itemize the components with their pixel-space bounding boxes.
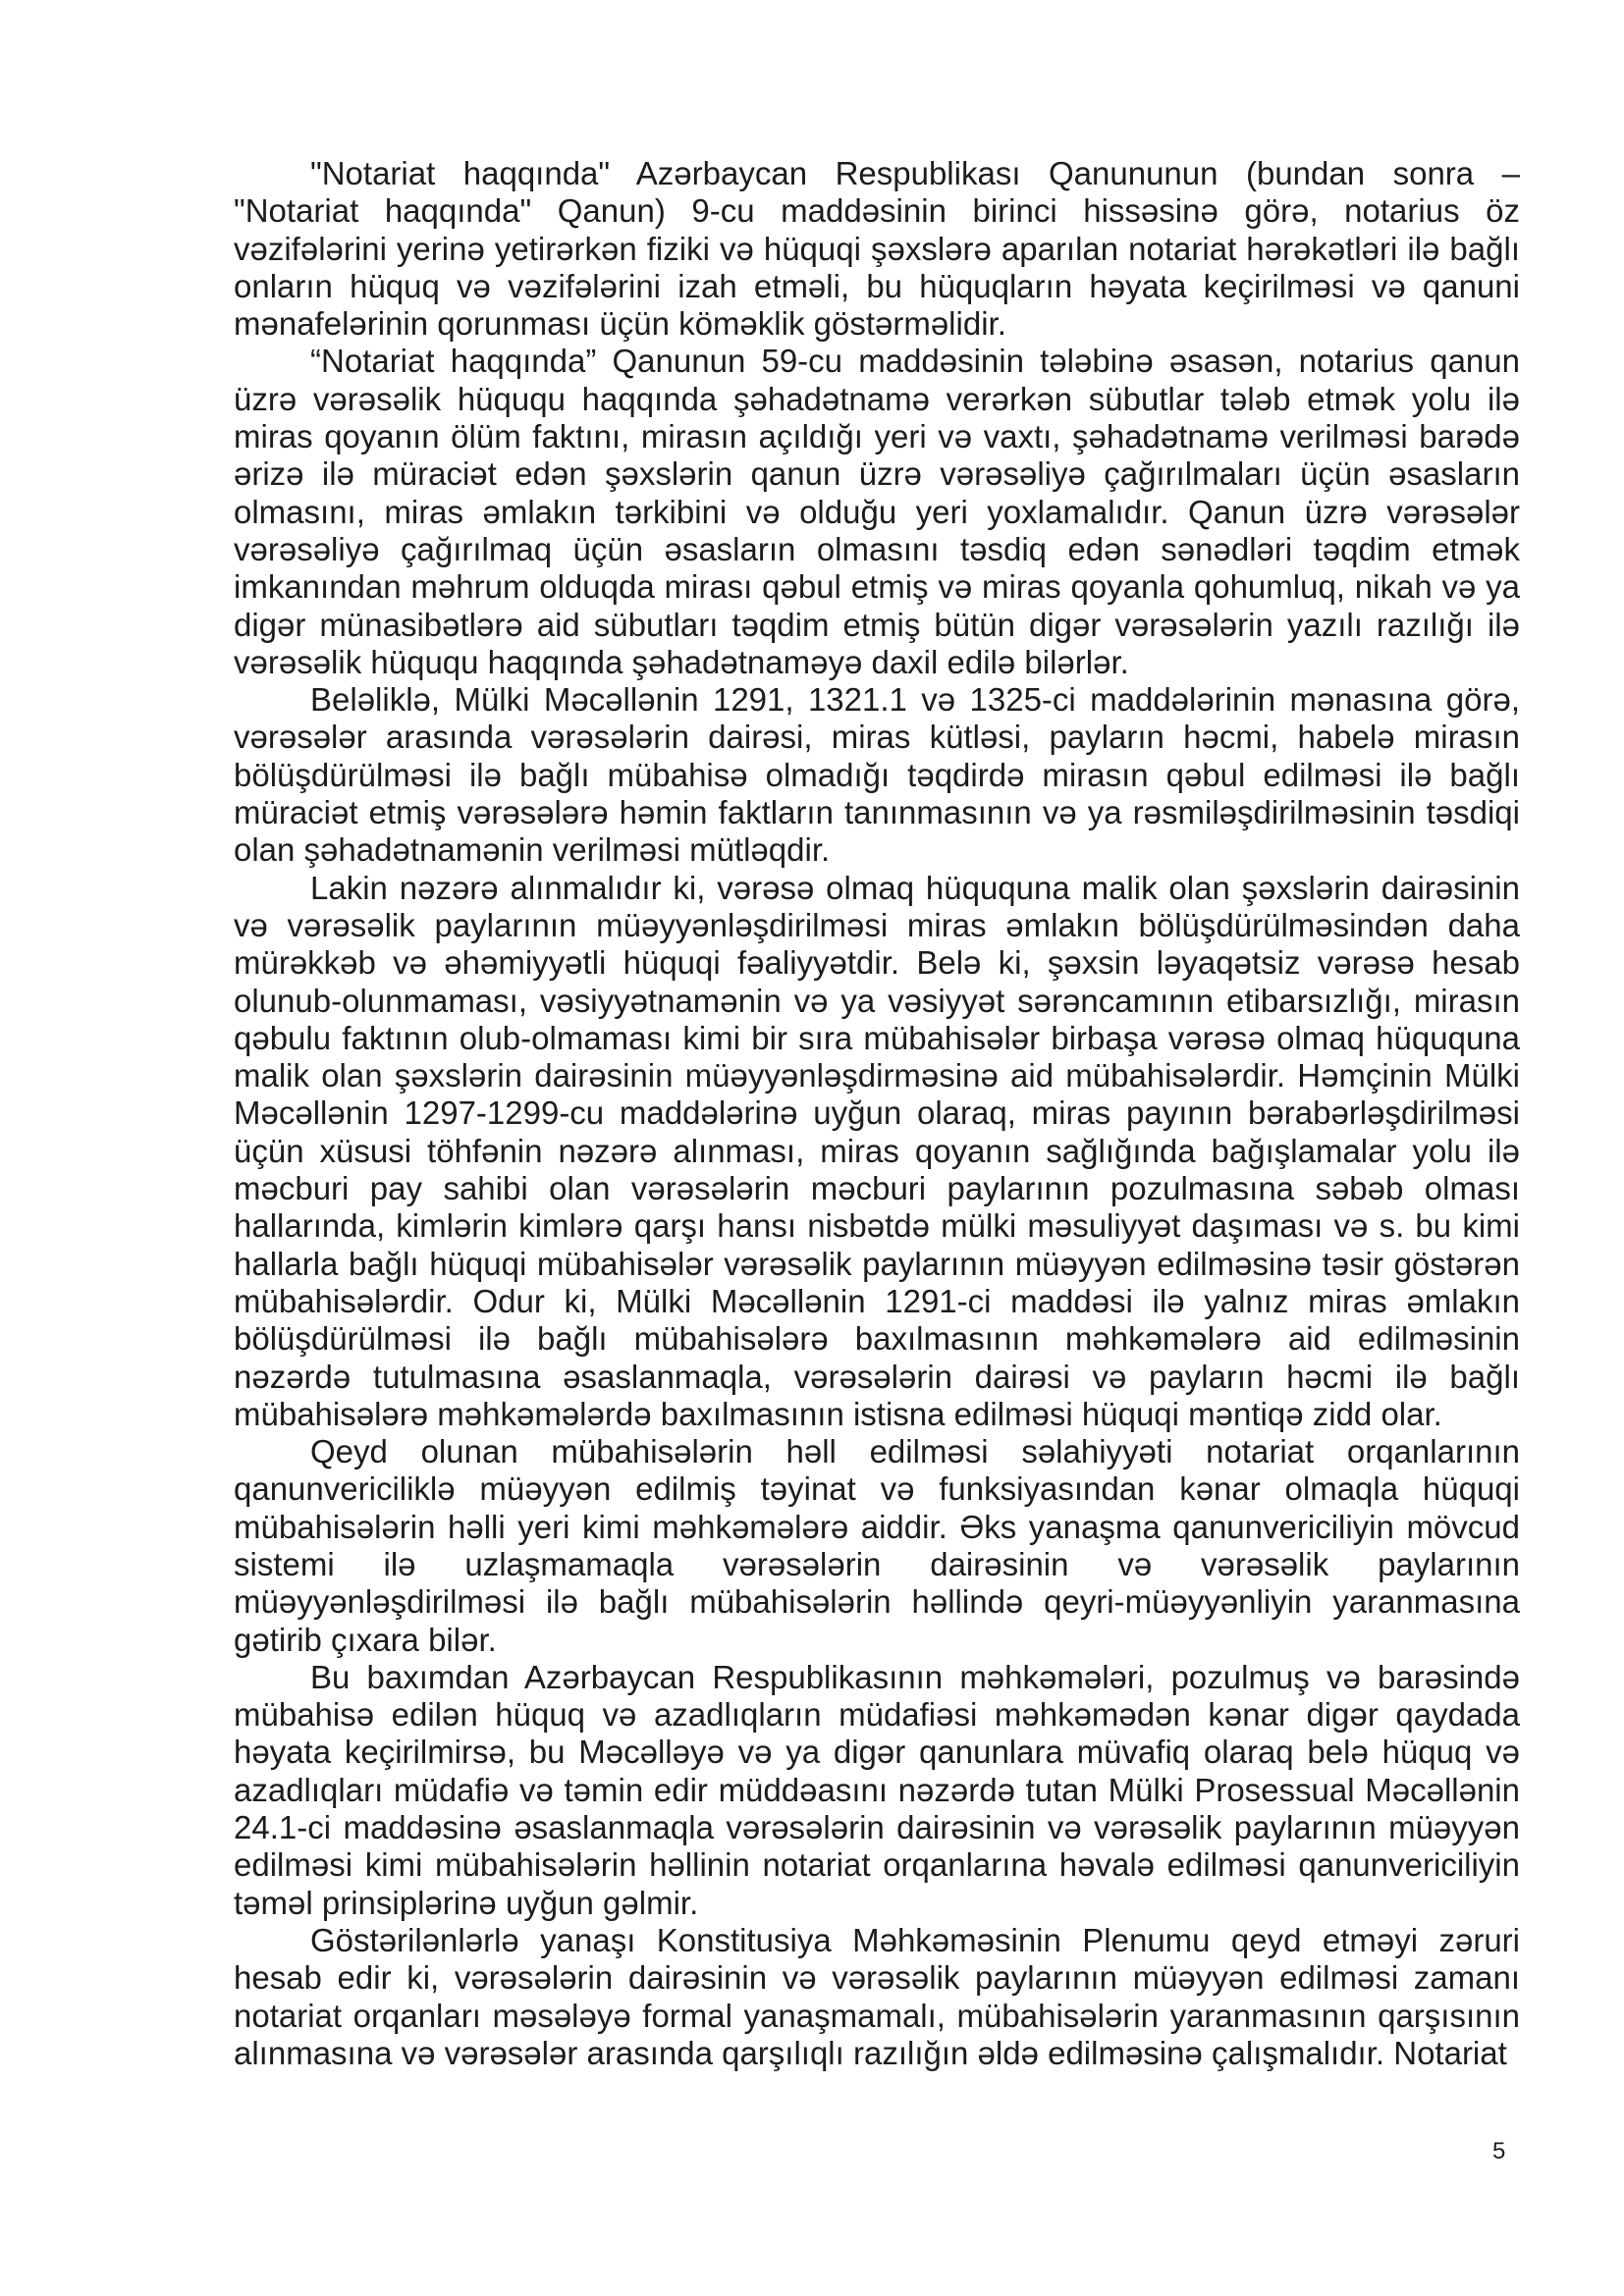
paragraph-5: Qeyd olunan mübahisələrin həll edilməsi səlahiyyəti notariat orqanlarının qanunvericiliklə müəyyən edilmiş təyinat və funksiyasından kənar olmaqla hüquqi mübahisələrin həlli yeri kimi məhkəmələrə aiddir. Əks yanaşma qanunvericiliyin mövcud sistemi ilə uzlaşmamaqla vərəsələrin dairəsinin və vərəsəlik paylarının müəyyənləşdirilməsi ilə bağlı mübahisələrin həllində qeyri-müəyyənliyin yaranmasına gətirib çıxara bilər.	[234, 1433, 1520, 1658]
document-body	[234, 155, 1520, 2072]
paragraph-2: “Notariat haqqında” Qanunun 59-cu maddəsinin tələbinə əsasən, notarius qanun üzrə vərəsəlik hüququ haqqında şəhadətnamə verərkən sübutlar tələb etmək yolu ilə miras qoyanın ölüm faktını, mirasın açıldığı yeri və vaxtı, şəhadətnamə verilməsi barədə ərizə ilə müraciət edən şəxslərin qanun üzrə vərəsəliyə çağırılmaları üçün əsasların olmasını, miras əmlakın tərkibini və olduğu yeri yoxlamalıdır. Qanun üzrə vərəsələr vərəsəliyə çağırılmaq üçün əsasların olmasını təsdiq edən sənədləri təqdim etmək imkanından məhrum olduqda mirası qəbul etmiş və miras qoyanla qohumluq, nikah və ya digər münasibətlərə aid sübutları təqdim etmiş bütün digər vərəsələrin yazılı razılığı ilə vərəsəlik hüququ haqqında şəhadətnaməyə daxil edilə bilərlər.	[234, 343, 1520, 680]
paragraph-3: Beləliklə, Mülki Məcəllənin 1291, 1321.1 və 1325-ci maddələrinin mənasına görə, vərəsələr arasında vərəsələrin dairəsi, miras kütləsi, payların həcmi, habelə mirasın bölüşdürülməsi ilə bağlı mübahisə olmadığı təqdirdə mirasın qəbul edilməsi ilə bağlı müraciət etmiş vərəsələrə həmin faktların tanınmasının və ya rəsmiləşdirilməsinin təsdiqi olan şəhadətnamənin verilməsi mütləqdir.	[234, 681, 1520, 869]
paragraph-1: "Notariat haqqında" Azərbaycan Respublikası Qanununun (bundan sonra – "Notariat haqqında" Qanun) 9-cu maddəsinin birinci hissəsinə görə, notarius öz vəzifələrini yerinə yetirərkən fiziki və hüquqi şəxslərə aparılan notariat hərəkətləri ilə bağlı onların hüquq və vəzifələrini izah etməli, bu hüquqların həyata keçirilməsi və qanuni mənafelərinin qorunması üçün köməklik göstərməlidir.	[234, 155, 1520, 343]
page-number: 5	[1492, 2138, 1506, 2164]
paragraph-7: Göstərilənlərlə yanaşı Konstitusiya Məhkəməsinin Plenumu qeyd etməyi zəruri hesab edir ki, vərəsələrin dairəsinin və vərəsəlik paylarının müəyyən edilməsi zamanı notariat orqanları məsələyə formal yanaşmamalı, mübahisələrin yaranmasının qarşısının alınmasına və vərəsələr arasında qarşılıqlı razılığın əldə edilməsinə çalışmalıdır. Notariat	[234, 1921, 1520, 2071]
paragraph-6: Bu baxımdan Azərbaycan Respublikasının məhkəmələri, pozulmuş və barəsində mübahisə edilən hüquq və azadlıqların müdafiəsi məhkəmədən kənar digər qaydada həyata keçirilmirsə, bu Məcəlləyə və ya digər qanunlara müvafiq olaraq belə hüquq və azadlıqları müdafiə və təmin edir müddəasını nəzərdə tutan Mülki Prosessual Məcəllənin 24.1-ci maddəsinə əsaslanmaqla vərəsələrin dairəsinin və vərəsəlik paylarının müəyyən edilməsi kimi mübahisələrin həllinin notariat orqanlarına həvalə edilməsi qanunvericiliyin təməl prinsiplərinə uyğun gəlmir.	[234, 1658, 1520, 1921]
paragraph-4: Lakin nəzərə alınmalıdır ki, vərəsə olmaq hüququna malik olan şəxslərin dairəsinin və vərəsəlik paylarının müəyyənləşdirilməsi miras əmlakın bölüşdürülməsindən daha mürəkkəb və əhəmiyyətli hüquqi fəaliyyətdir. Belə ki, şəxsin ləyaqətsiz vərəsə hesab olunub-olunmaması, vəsiyyətnamənin və ya vəsiyyət sərəncamının etibarsızlığı, mirasın qəbulu faktının olub-olmaması kimi bir sıra mübahisələr birbaşa vərəsə olmaq hüququna malik olan şəxslərin dairəsinin müəyyənləşdirməsinə aid mübahisələrdir. Həmçinin Mülki Məcəllənin 1297-1299-cu maddələrinə uyğun olaraq, miras payının bərabərləşdirilməsi üçün xüsusi töhfənin nəzərə alınması, miras qoyanın sağlığında bağışlamalar yolu ilə məcburi pay sahibi olan vərəsələrin məcburi paylarının pozulmasına səbəb olması hallarında, kimlərin kimlərə qarşı hansı nisbətdə mülki məsuliyyət daşıması və s. bu kimi hallarla bağlı hüquqi mübahisələr vərəsəlik paylarının müəyyən edilməsinə təsir göstərən mübahisələrdir. Odur ki, Mülki Məcəllənin 1291-ci maddəsi ilə yalnız miras əmlakın bölüşdürülməsi ilə bağlı mübahisələrə baxılmasının məhkəmələrə aid edilməsinin nəzərdə tutulmasına əsaslanmaqla, vərəsələrin dairəsi və payların həcmi ilə bağlı mübahisələrə məhkəmələrdə baxılmasının istisna edilməsi hüquqi məntiqə zidd olar.	[234, 869, 1520, 1432]
